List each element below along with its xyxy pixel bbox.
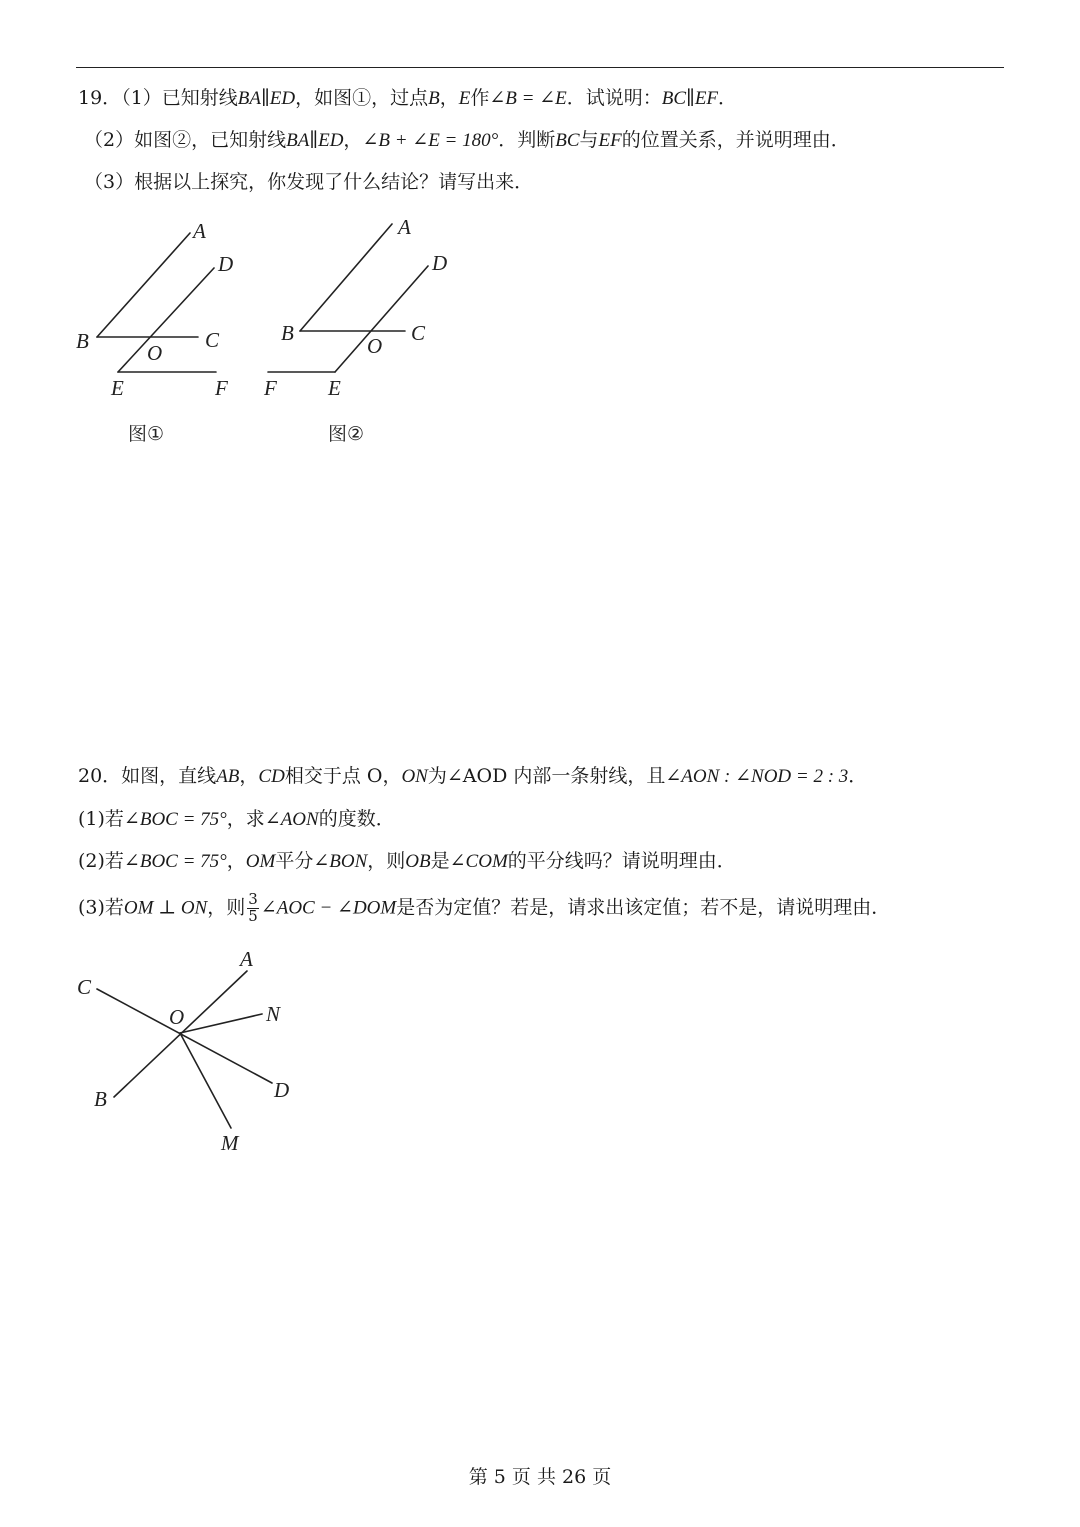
fig2-label-O: O [367,334,383,358]
q20-label-D: D [274,1078,290,1102]
figure-q20 [97,971,272,1128]
fig1-label-E: E [111,376,124,400]
q20-part1: (1)若∠BOC = 75°，求∠AON的度数． [78,808,395,830]
fig2-label-B: B [281,321,294,345]
fig2-label-C: C [411,321,426,345]
fig1-ray-BA [97,233,190,337]
q20-stem: 20．如图，直线AB，CD相交于点 O，ON为∠AOD 内部一条射线，且∠AON : ∠NOD = 2 : 3． [78,765,868,787]
page-footer: 第 5 页 共 26 页 [468,1466,612,1488]
fig2-label-E: E [328,376,341,400]
q20-label-N: N [266,1002,281,1026]
fig1-caption: 图① [128,423,165,445]
q20-label-M: M [221,1131,239,1155]
fig2-caption: 图② [328,423,365,445]
q19-part1: 19．（1）已知射线BA∥ED，如图①，过点B，E作∠B = ∠E．试说明：BC∥EF． [78,87,738,109]
fig1-label-O: O [147,341,163,365]
fig1-label-C: C [205,328,220,352]
fig2-ray-BA [300,224,392,331]
fig1-label-B: B [76,329,89,353]
q20-part3: (3)若OM ⊥ ON，则 $\frac{3}{5}$ ∠AOC − ∠DOM是否为定值？若是，请求出该定值；若不是，请说明理由． [78,890,891,925]
q19-part2: （2）如图②，已知射线BA∥ED，∠B + ∠E = 180°．判断BC与EF的位置关系，并说明理由． [84,129,850,151]
page-number: 5 [493,1466,506,1488]
q19-number: 19． [78,87,122,109]
q20-part2: (2)若∠BOC = 75°，OM平分∠BON，则OB是∠COM的平分线吗？请说明理由． [78,850,736,872]
fig1-label-F: F [215,376,228,400]
q20-line-CD [97,989,272,1083]
q20-label-A: A [240,947,253,971]
page-total: 26 [562,1466,587,1488]
q20-label-O: O [169,1005,185,1029]
fig2-label-D: D [432,251,448,275]
fig1-label-D: D [218,252,234,276]
fraction-three-fifths: $\frac{3}{5}$ [248,890,258,925]
q20-label-C: C [77,975,92,999]
fig2-label-F: F [264,376,277,400]
figure-2 [268,224,428,372]
fig2-label-A: A [398,215,411,239]
fig1-ray-ED [118,268,214,372]
q19-part3: （3）根据以上探究，你发现了什么结论？请写出来． [84,171,534,193]
q20-label-B: B [94,1087,107,1111]
fig1-label-A: A [193,219,206,243]
